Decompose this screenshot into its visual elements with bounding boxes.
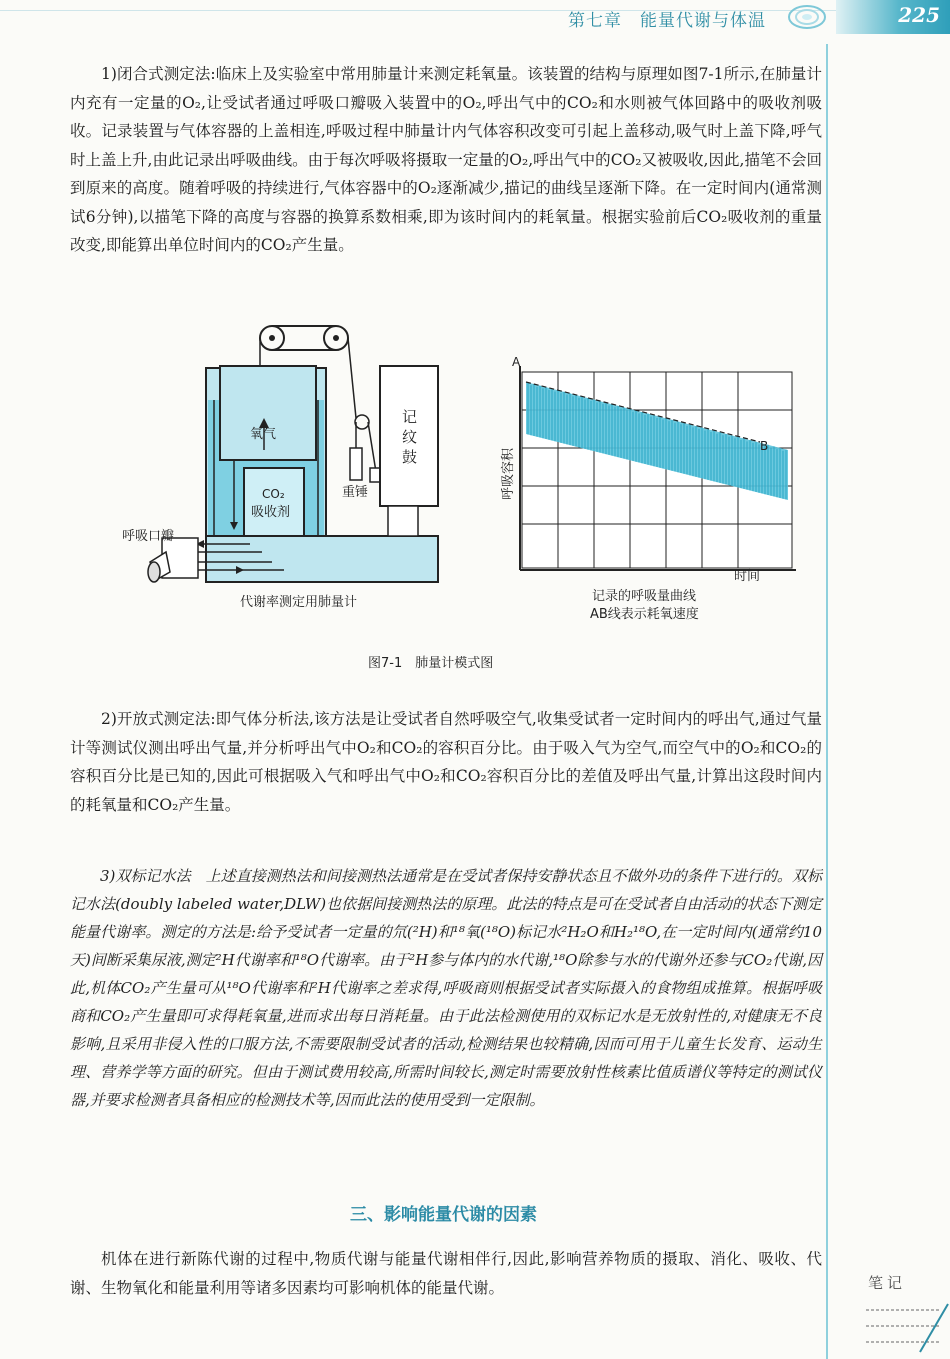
graph-caption-2: AB线表示耗氧速度: [590, 607, 699, 622]
notes-label: 笔记: [868, 1274, 907, 1292]
spirometer-diagram: [122, 326, 438, 610]
paragraph-factors-intro: 机体在进行新陈代谢的过程中,物质代谢与能量代谢相伴行,因此,影响营养物质的摄取、消化、吸收、代谢、生物氧化和能量利用等诸多因素均可影响机体的能量代谢。: [70, 1250, 822, 1297]
point-a-label: A: [512, 355, 521, 369]
drum-label-1: 记: [402, 408, 418, 426]
drum-label-3: 鼓: [402, 448, 418, 466]
apparatus-caption: 代谢率测定用肺量计: [240, 595, 358, 610]
co2-label: CO₂: [262, 487, 285, 501]
swirl-logo-icon: [786, 2, 828, 32]
graph-xlabel: 时间: [734, 569, 761, 584]
chapter-title: 第七章 能量代谢与体温: [568, 11, 766, 31]
drum-label-2: 纹: [402, 428, 418, 446]
margin-rule: [826, 44, 828, 1359]
page-number-tab: [836, 0, 950, 34]
page-header: [0, 0, 950, 44]
point-b-label: B: [760, 439, 769, 453]
respiration-curve-graph: [501, 355, 796, 622]
valve-label: 呼吸口瓣: [122, 529, 175, 544]
figure-7-1: [0, 300, 826, 690]
notes-lines-icon: [860, 1296, 950, 1356]
section-heading: 三、影响能量代谢的因素: [350, 1205, 537, 1225]
graph-ylabel: 呼吸容积: [501, 447, 516, 500]
oxygen-label: 氧气: [250, 427, 277, 442]
absorbent-label: 吸收剂: [251, 505, 291, 520]
page-number: 225: [898, 3, 940, 27]
weight-label: 重锤: [342, 485, 369, 500]
paragraph-closed-method: 1)闭合式测定法:临床上及实验室中常用肺量计来测定耗氧量。该装置的结构与原理如图7-1所示,在肺量计内充有一定量的O₂,让受试者通过呼吸口瓣吸入装置中的O₂,呼出气中的CO₂和水则被气体回路中的吸收剂吸收。记录装置与气体容器的上盖相连,呼吸过程中肺量计内气体容积改变可引起上盖移动,吸气时上盖下降,呼气时上盖上升,由此记录出呼吸曲线。由于每次呼吸将摄取一定量的O₂,呼出气中的CO₂又被吸收,因此,描笔不会回到原来的高度。随着呼吸的持续进行,气体容器中的O₂逐渐减少,描记的曲线呈逐渐下降。在一定时间内(通常测试6分钟),以描笔下降的高度与容器的换算系数相乘,即为该时间内的耗氧量。根据实验前后CO₂吸收剂的重量改变,即能算出单位时间内的CO₂产生量。: [70, 65, 822, 254]
notes-margin: [860, 1272, 950, 1359]
figure-title: 图7-1 肺量计模式图: [368, 656, 494, 671]
graph-caption-1: 记录的呼吸量曲线: [592, 589, 697, 604]
paragraph-open-method: 2)开放式测定法:即气体分析法,该方法是让受试者自然呼吸空气,收集受试者一定时间内的呼出气,通过气量计等测试仪测出呼出气量,并分析呼出气中O₂和CO₂的容积百分比。由于吸入气为空气,而空气中的O₂和CO₂的容积百分比是已知的,因此可根据吸入气和呼出气中O₂和CO₂容积百分比的差值及呼出气量,计算出这段时间内的耗氧量和CO₂产生量。: [70, 710, 822, 814]
paragraph-doubly-labeled-water: 3)双标记水法 上述直接测热法和间接测热法通常是在受试者保持安静状态且不做外功的条件下进行的。双标记水法(doubly labeled water,DLW)也依据间接测热法的原理。此法的特点是可在受试者自由活动的状态下测定能量代谢率。测定的方法是:给予受试者一定量的氘(²H)和¹⁸氧(¹⁸O)标记水²H₂O和H₂¹⁸O,在一定时间内(通常约10天)间断采集尿液,测定²H代谢率和¹⁸O代谢率。由于²H参与体内的水代谢,¹⁸O除参与水的代谢外还参与CO₂代谢,因此,机体CO₂产生量可从¹⁸O代谢率和²H代谢率之差求得,呼吸商则根据受试者实际摄入的食物组成推算。根据呼吸商和CO₂产生量即可求得耗氧量,进而求出每日消耗量。由于此法检测使用的双标记水是无放射性的,对健康无不良影响,且采用非侵入性的口服方法,不需要限制受试者的活动,检测结果也较精确,因而可用于儿童生长发育、运动生理、营养学等方面的研究。但由于测试费用较高,所需时间较长,测定时需要放射性核素比值质谱仪等特定的测试仪器,并要求检测者具备相应的检测技术等,因而此法的使用受到一定限制。: [70, 867, 822, 1109]
